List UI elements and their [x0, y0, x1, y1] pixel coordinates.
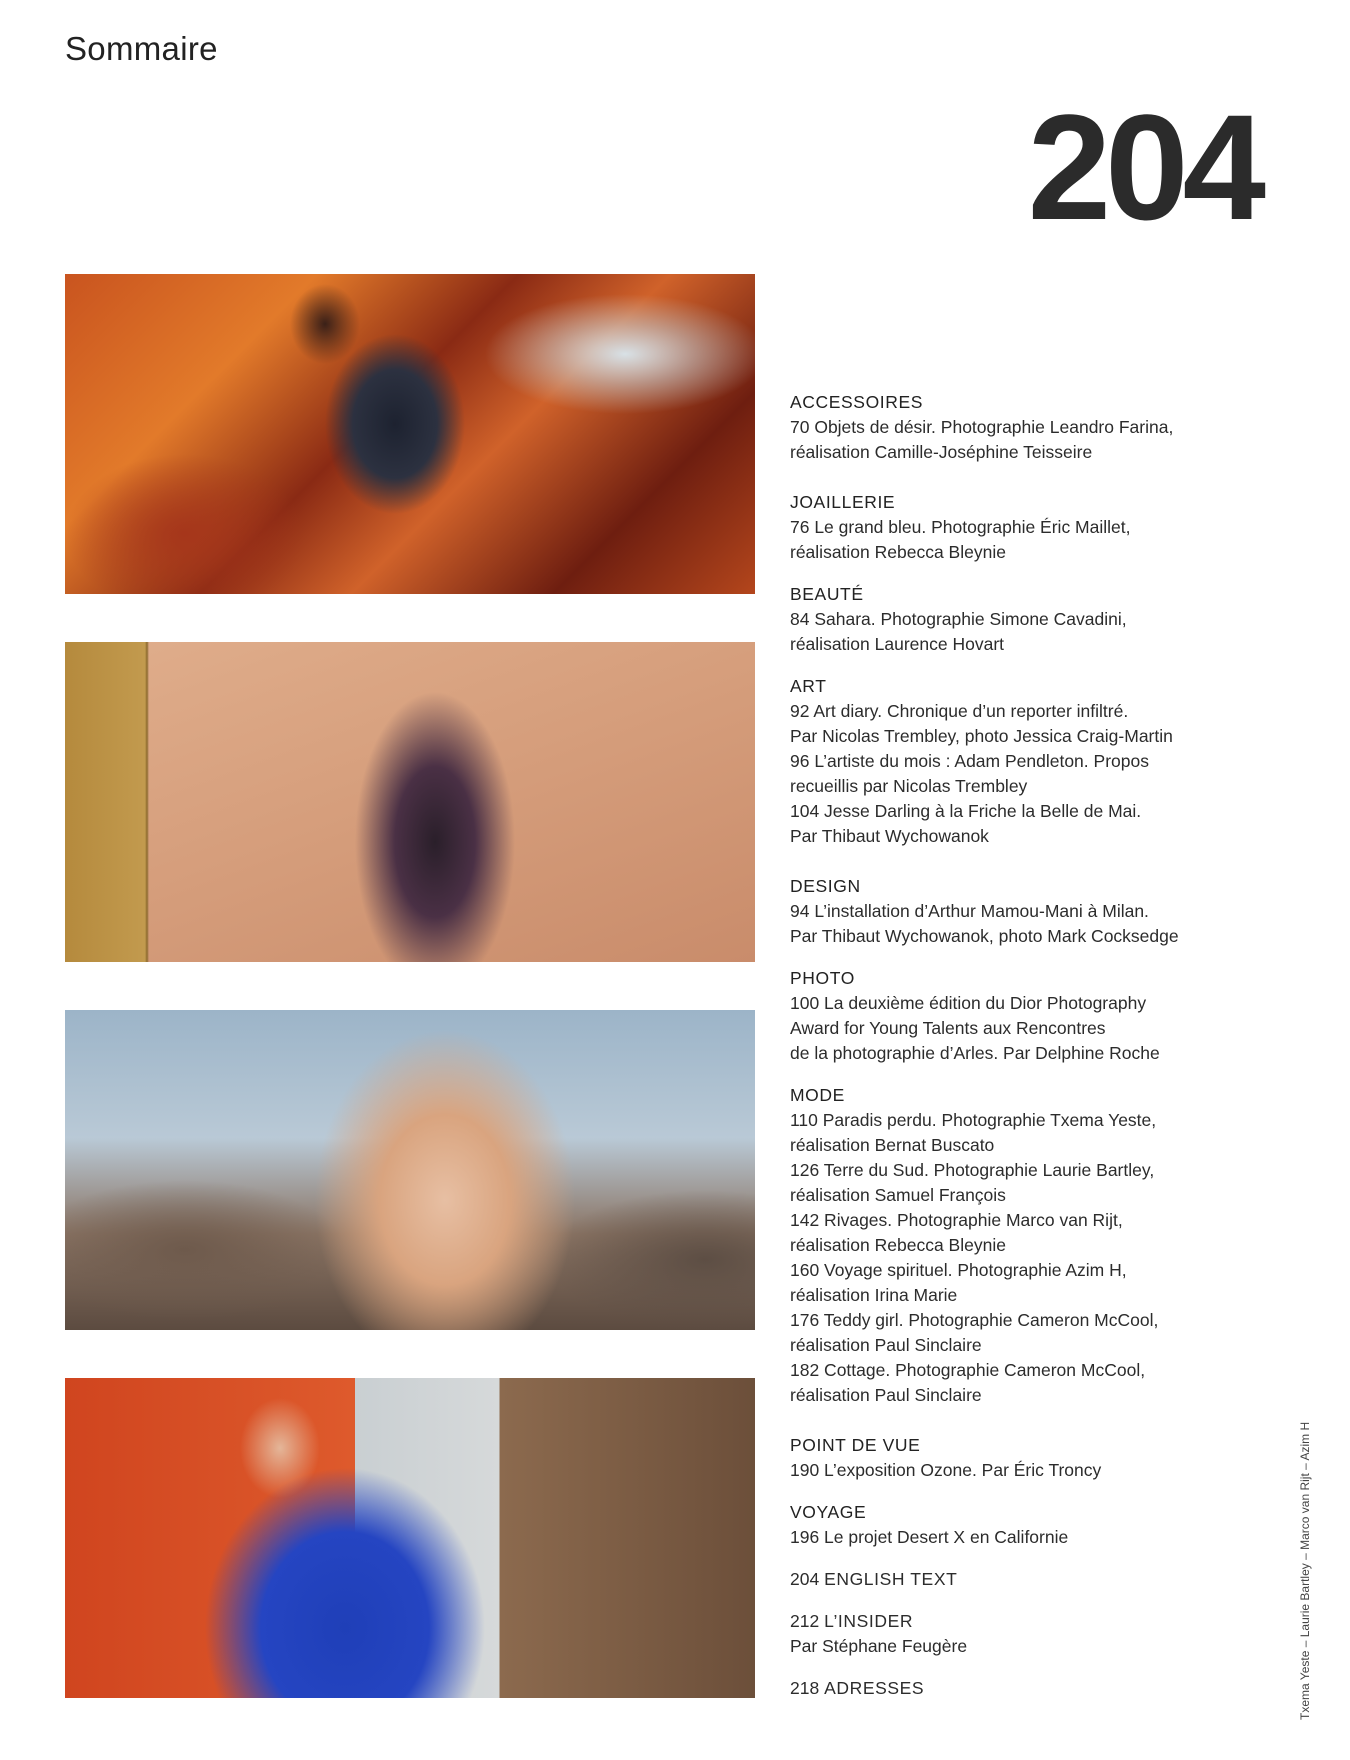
- feature-photo-blue-dress: [65, 1378, 755, 1698]
- entry-line: réalisation Laurence Hovart: [790, 634, 1005, 654]
- entry-line: 176 Teddy girl. Photographie Cameron McCool,: [790, 1310, 1159, 1330]
- entry-line: 142 Rivages. Photographie Marco van Rijt,: [790, 1210, 1123, 1230]
- section-title: BEAUTÉ: [790, 584, 864, 604]
- entry-line: Award for Young Talents aux Rencontres: [790, 1018, 1106, 1038]
- feature-photo-wall: [65, 642, 755, 962]
- entry-line: 126 Terre du Sud. Photographie Laurie Bartley,: [790, 1160, 1155, 1180]
- entry-line: réalisation Rebecca Bleynie: [790, 542, 1006, 562]
- section-title: JOAILLERIE: [790, 492, 896, 512]
- section-linsider: [790, 1609, 1250, 1659]
- section-adresses: [790, 1676, 1250, 1701]
- entry-line: de la photographie d’Arles. Par Delphine Roche: [790, 1043, 1160, 1063]
- entry-line: 92 Art diary. Chronique d’un reporter infiltré.: [790, 701, 1129, 721]
- section-title: MODE: [790, 1085, 845, 1105]
- section-title: DESIGN: [790, 876, 861, 896]
- section-accessoires: [790, 390, 1250, 465]
- entry-line: 190 L’exposition Ozone. Par Éric Troncy: [790, 1460, 1102, 1480]
- entry-line: réalisation Rebecca Bleynie: [790, 1235, 1006, 1255]
- section-title: L’INSIDER: [824, 1611, 914, 1631]
- entry-line: 76 Le grand bleu. Photographie Éric Maillet,: [790, 517, 1131, 537]
- section-title: VOYAGE: [790, 1502, 867, 1522]
- entry-line: 110 Paradis perdu. Photographie Txema Yeste,: [790, 1110, 1157, 1130]
- entry-line: 84 Sahara. Photographie Simone Cavadini,: [790, 609, 1127, 629]
- entry-line: réalisation Irina Marie: [790, 1285, 958, 1305]
- table-of-contents: [790, 390, 1250, 1701]
- section-joaillerie: [790, 490, 1250, 565]
- entry-line: réalisation Camille-Joséphine Teisseire: [790, 442, 1093, 462]
- section-mode: [790, 1083, 1250, 1408]
- section-voyage: [790, 1500, 1250, 1550]
- entry-line: 182 Cottage. Photographie Cameron McCool,: [790, 1360, 1146, 1380]
- photo-credits: Txema Yeste – Laurie Bartley – Marco van Rijt – Azim H: [1298, 1421, 1312, 1720]
- section-art: [790, 674, 1250, 849]
- page-title: Sommaire: [65, 30, 218, 67]
- section-title: ENGLISH TEXT: [824, 1569, 958, 1589]
- entry-line: réalisation Paul Sinclaire: [790, 1335, 982, 1355]
- section-photo: [790, 966, 1250, 1066]
- entry-line: réalisation Samuel François: [790, 1185, 1006, 1205]
- entry-line: 100 La deuxième édition du Dior Photography: [790, 993, 1147, 1013]
- entry-line: Par Thibaut Wychowanok: [790, 826, 989, 846]
- section-english-text: [790, 1567, 1250, 1592]
- entry-line: 160 Voyage spirituel. Photographie Azim H,: [790, 1260, 1127, 1280]
- section-title: ADRESSES: [824, 1678, 925, 1698]
- entry-line: Par Stéphane Feugère: [790, 1636, 968, 1656]
- feature-photo-portrait: [65, 1010, 755, 1330]
- entry-line: 96 L’artiste du mois : Adam Pendleton. Propos: [790, 751, 1149, 771]
- entry-line: Par Nicolas Trembley, photo Jessica Craig-Martin: [790, 726, 1173, 746]
- entry-line: 196 Le projet Desert X en Californie: [790, 1527, 1069, 1547]
- feature-photo-water: [65, 274, 755, 594]
- entry-number: 212: [790, 1611, 820, 1631]
- section-title: PHOTO: [790, 968, 855, 988]
- entry-line: réalisation Bernat Buscato: [790, 1135, 995, 1155]
- entry-number: 204: [790, 1569, 820, 1589]
- entry-line: recueillis par Nicolas Trembley: [790, 776, 1028, 796]
- entry-line: Par Thibaut Wychowanok, photo Mark Cocksedge: [790, 926, 1179, 946]
- issue-number: 204: [1027, 83, 1260, 251]
- section-design: [790, 874, 1250, 949]
- entry-line: 70 Objets de désir. Photographie Leandro Farina,: [790, 417, 1174, 437]
- section-title: ART: [790, 676, 827, 696]
- section-beaute: [790, 582, 1250, 657]
- entry-line: 104 Jesse Darling à la Friche la Belle de Mai.: [790, 801, 1142, 821]
- section-title: POINT DE VUE: [790, 1435, 921, 1455]
- entry-line: 94 L’installation d’Arthur Mamou-Mani à Milan.: [790, 901, 1149, 921]
- section-point-de-vue: [790, 1433, 1250, 1483]
- entry-line: réalisation Paul Sinclaire: [790, 1385, 982, 1405]
- section-title: ACCESSOIRES: [790, 392, 924, 412]
- entry-number: 218: [790, 1678, 820, 1698]
